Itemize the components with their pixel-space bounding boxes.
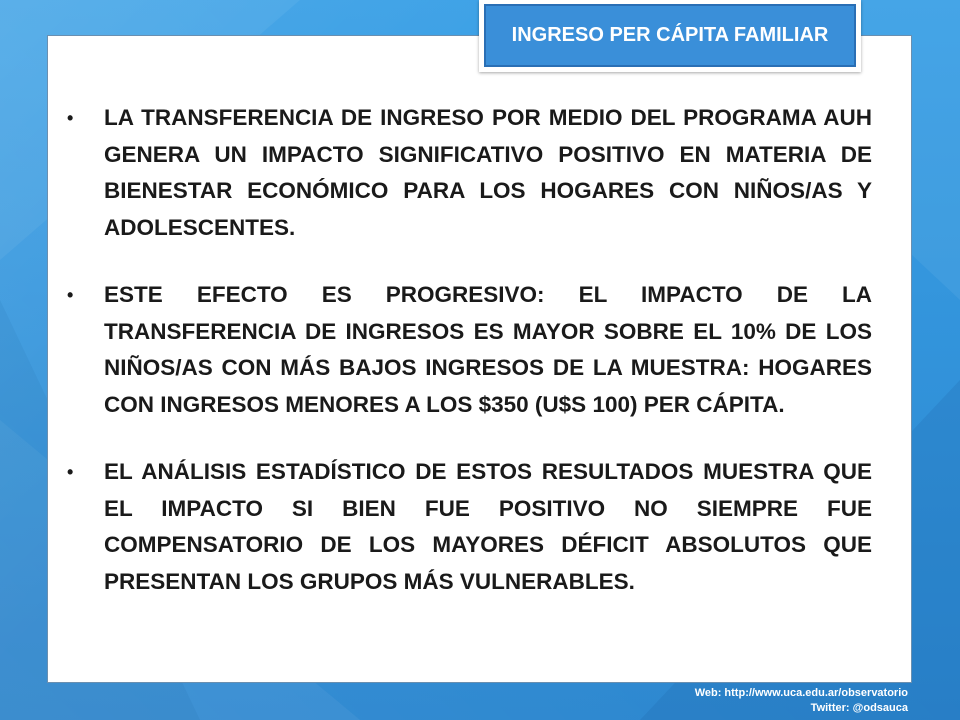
bullet-item [64,100,872,246]
footer-twitter-handle[interactable]: Twitter: @odsauca [810,702,908,714]
footer-web-link[interactable]: Web: http://www.uca.edu.ar/observatorio [694,687,908,699]
bullet-item [64,454,872,600]
bullet-icon: • [67,108,74,128]
bullet-item [64,277,872,423]
slide-title: INGRESO PER CÁPITA FAMILIAR [484,4,856,67]
bullet-icon: • [67,462,74,482]
footer [695,686,908,716]
bullet-icon: • [67,285,74,305]
title-tab [479,0,861,72]
bullet-text: ESTE EFECTO ES PROGRESIVO: EL IMPACTO DE LA TRANSFERENCIA DE INGRESOS ES MAYOR SOBRE EL 10% DE LOS NIÑOS/AS CON MÁS BAJOS INGRESOS DE LA MUESTRA: HOGARES CON INGRESOS MENORES A LOS $350 (U$S 100) PER CÁPITA. [104,282,872,417]
bullet-text: LA TRANSFERENCIA DE INGRESO POR MEDIO DEL PROGRAMA AUH GENERA UN IMPACTO SIGNIFICATIVO POSITIVO EN MATERIA DE BIENESTAR ECONÓMICO PARA LOS HOGARES CON NIÑOS/AS Y ADOLESCENTES. [104,105,872,240]
bullet-text: EL ANÁLISIS ESTADÍSTICO DE ESTOS RESULTADOS MUESTRA QUE EL IMPACTO SI BIEN FUE POSITIVO NO SIEMPRE FUE COMPENSATORIO DE LOS MAYORES DÉFICIT ABSOLUTOS QUE PRESENTAN LOS GRUPOS MÁS VULNERABLES. [104,459,872,594]
bullet-list [64,100,872,631]
